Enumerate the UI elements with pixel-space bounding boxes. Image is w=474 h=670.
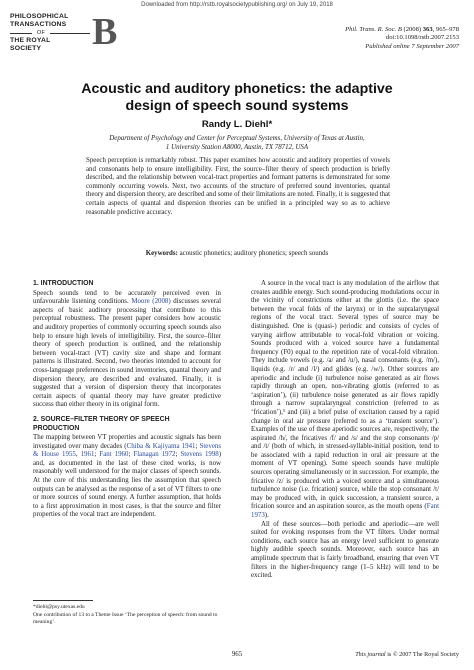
journal-logo xyxy=(10,12,120,54)
journal-volume: 363 xyxy=(422,26,433,33)
journal-pages: , 965–978 xyxy=(432,26,459,33)
affiliation xyxy=(0,135,474,152)
logo-rule xyxy=(50,33,90,34)
logo-rule xyxy=(10,33,32,34)
text: A source in the vocal tract is any modulation of the airflow that creates audible energy. Such sound-producing modulations occur in the vicinity of constrictions either at the glottis (i.e. the space between the vocal folds of the larynx) or in the supralaryngeal regions of the vocal tract. Several types of source may be distinguished. One is (quasi-) periodic and consists of cycles of varying airflow attributable to vocal-fold vibration or voicing. Sounds produced with a voiced source have a fundamental frequency (F0) equal to the repetition rate of vocal-fold vibration. They include vowels (e.g. /a/ and /u/), nasal consonants (e.g. /m/), liquids (e.g. /r/ and /l/) and glides (e.g. /w/). Other sources are aperiodic and include (i) turbulence noise generated as air flows rapidly through an open, non-vibrating glottis (referred to as ‘aspiration’), (ii) turbulence noise generated as air flows rapidly through a narrow supralaryngeal constriction (referred to as ‘frication’),¹ and (iii) a brief pulse of excitation caused by a rapid change in oral air pressure (referred to as a ‘transient source’). Examples of the use of these aperiodic sources are, respectively, the aspirated /h/, the fricatives /f/ and /s/ and the stop consonants /p/ and /t/ (both of which, in stressed-syllable-initial position, tend to be associated with a rapid reduction in oral air pressure at the moment of VT opening). Some speech sounds have multiple sources operating simultaneously or in succession. For example, the fricative /z/ is produced with a voiced source and a simultaneous turbulence noise (i.e. frication) source, while the stop consonant /t/ may be produced with, in quick succession, a transient source, a frication source and an aspiration source, as the mouth opens ( xyxy=(251,280,439,511)
journal-name: Phil. Trans. R. Soc. B xyxy=(345,26,402,33)
citation-link[interactable]: Fant 1960 xyxy=(99,451,129,459)
citation-link[interactable]: Stevens 1998 xyxy=(180,451,219,459)
logo-line: TRANSACTIONS xyxy=(10,21,67,28)
heading-line: PRODUCTION xyxy=(33,424,80,432)
logo-mark: B xyxy=(92,11,118,53)
citation-link[interactable]: Chiba & Kajiyama 1941 xyxy=(126,442,196,450)
paper-title xyxy=(0,81,474,114)
affiliation-line: Department of Psychology and Center for Perceptual Systems, University of Texas at Austin, xyxy=(109,135,365,142)
contribution-note: One contribution of 13 to a Theme Issue ‘The perception of speech: from sound to meaning’. xyxy=(33,612,218,626)
logo-line: OF xyxy=(37,30,46,36)
text: Speech sounds tend to be accurately perceived even in unfavourable listening conditions. xyxy=(33,289,221,306)
text: ; xyxy=(175,451,181,459)
page-number: 965 xyxy=(231,651,243,658)
heading-line: 2. SOURCE–FILTER THEORY OF SPEECH xyxy=(33,415,170,423)
copyright-journal: This journal xyxy=(355,651,386,658)
copyright-notice xyxy=(355,651,459,658)
logo-line: PHILOSOPHICAL xyxy=(10,13,69,20)
text: ) and, as documented in the last of these cited works, is now reasonably well understood for the major classes of speech sounds. At the core of this understanding lies the assumption that speech outputs can be analysed as the response of a set of VT filters to one or more sources of sound energy. A further assumption, that holds to a first approximation in most cases, is that the source and filter properties of the vocal tract are independent. xyxy=(33,451,222,519)
section-heading xyxy=(33,416,221,433)
citation-link[interactable]: Stevens & House 1955 xyxy=(33,442,221,459)
logo-text xyxy=(10,13,69,53)
paragraph xyxy=(33,290,221,410)
citation-link[interactable]: 1961 xyxy=(80,451,95,459)
title-line: design of speech sound systems xyxy=(125,97,349,114)
keywords-label: Keywords: xyxy=(145,250,178,257)
author-email[interactable]: *diehl@psy.utexas.edu xyxy=(33,604,85,610)
citation-link[interactable]: Moore (2008) xyxy=(131,298,171,306)
title-line: Acoustic and auditory phonetics: the adaptive xyxy=(81,81,393,97)
text: ; xyxy=(94,451,100,459)
citation-line xyxy=(345,26,459,34)
logo-line: SOCIETY xyxy=(10,45,42,52)
text: ; xyxy=(195,442,200,450)
abstract: Speech perception is remarkably robust. This paper examines how acoustic and auditory properties of vowels and consonants help to ensure intelligibility. First, the source–filter theory of speech production is briefly described, and the relationship between vocal-tract properties and formant patterns is demonstrated for some commonly occurring vowels. Next, two accounts of the structure of preferred sound inventories, quantal theory and dispersion theory, are described and some of their limitations are noted. Finally, it is suggested that certain aspects of quantal and dispersion theories can be unified in a principled way so as to achieve reasonable predictive accuracy. xyxy=(86,157,390,216)
paragraph: All of these sources—both periodic and aperiodic—are well suited for evoking responses from the VT filters. Under normal conditions, each source has an energy level sufficient to generate highly audible speech sounds. Moreover, each source has an amplitude spectrum that is fairly broadband, ensuring that even VT filters in the higher-frequency range (1–5 kHz) will tend to be excited. xyxy=(251,520,439,580)
paragraph xyxy=(251,280,439,521)
citation-link[interactable]: Fant 1973 xyxy=(251,503,439,520)
logo-line: THE ROYAL xyxy=(10,37,51,44)
journal-citation xyxy=(345,26,459,51)
keywords-list: acoustic phonetics; auditory phonetics; speech sounds xyxy=(177,250,329,257)
author-name: Randy L. Diehl* xyxy=(201,119,273,130)
text: The mapping between VT properties and acoustic signals has been investigated over many decades ( xyxy=(33,434,221,450)
text: , xyxy=(75,451,81,459)
doi[interactable]: doi:10.1098/rstb.2007.2153 xyxy=(385,34,459,42)
footnotes xyxy=(33,604,221,628)
download-notice: Downloaded from http://rstb.royalsocietypublishing.org/ on July 19, 2018 xyxy=(141,2,333,8)
text: ; xyxy=(128,451,134,459)
citation-link[interactable]: Flanagan 1972 xyxy=(133,451,176,459)
affiliation-line: 1 University Station A8000, Austin, TX 78712, USA xyxy=(165,143,309,151)
paragraph xyxy=(33,434,221,520)
text: discusses several aspects of basic auditory processing that contribute to this perceptual robustness. The present paper considers how acoustic and auditory properties of commonly occurring speech sounds also help to ensure high levels of intelligibility. First, the source–filter theory of speech production is outlined, and the relationship between vocal-tract (VT) cavity size and shape and formant patterns is illustrated. Second, two theories intended to account for cross-language preferences in sound inventories, quantal theory and dispersion theory, are described and evaluated. Finally, it is suggested that a version of dispersion theory that incorporates certain aspects of quantal theory may have greater predictive success than either theory in its original form. xyxy=(33,298,222,409)
section-heading: 1. INTRODUCTION xyxy=(33,280,94,287)
journal-year: (2008) xyxy=(401,26,423,33)
footnote-divider xyxy=(33,600,93,601)
text: ). xyxy=(264,512,269,520)
logo-of-row xyxy=(10,29,69,37)
right-column xyxy=(251,280,439,581)
keywords xyxy=(0,250,474,257)
published-date: Published online 7 September 2007 xyxy=(365,42,459,50)
copyright-text: is © 2007 The Royal Society xyxy=(385,651,459,658)
left-column xyxy=(33,280,221,520)
